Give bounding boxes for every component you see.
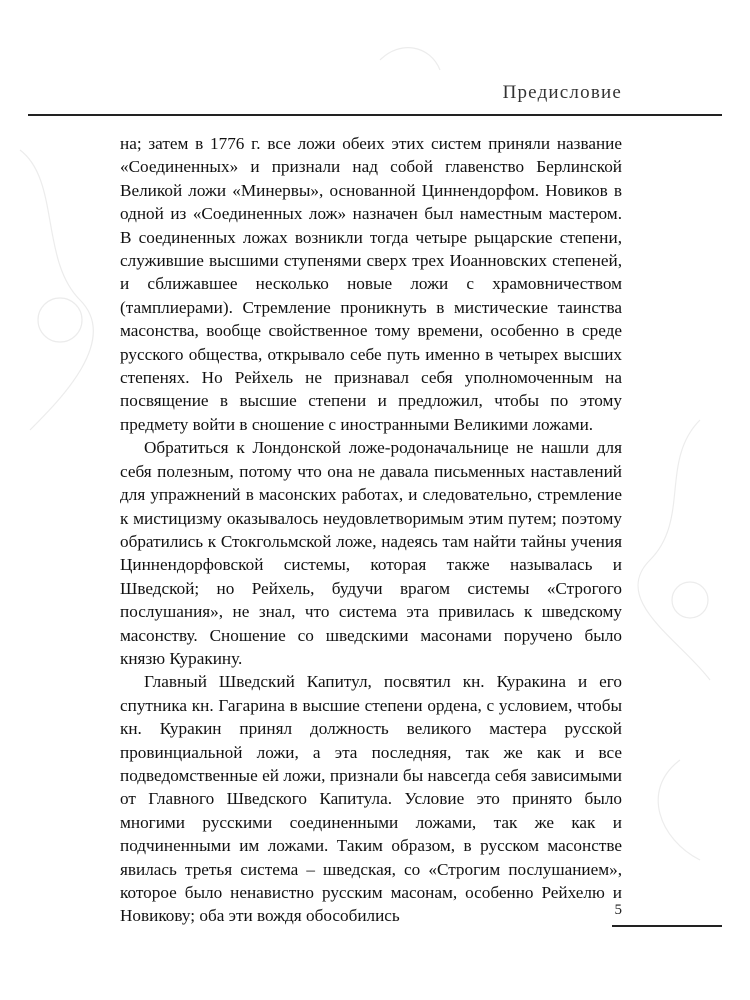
- body-text: [120, 132, 622, 928]
- header-rule: [28, 114, 722, 116]
- footer-rule: [612, 925, 722, 927]
- paragraph: на; затем в 1776 г. все ложи обеих этих систем приняли название «Соединенных» и признали над собой главенство Берлинской Великой ложи «Минервы», основанной Циннендорфом. Новиков в одной из «Соединенных лож» назначен был наместным мастером. В соединенных ложах возникли тогда четыре рыцарские степени, служившие высшими ступенями сверх трех Иоанновских степеней, и сближавшее несколько новые ложи с храмовничеством (тамплиерами). Стремление проникнуть в мистические таинства масонства, вообще свойственное тому времени, особенно в среде русского общества, открывало себе путь именно в четырех высших степенях. Но Рейхель не признавал себя уполномоченным на посвящение в высшие степени и предложил, чтобы по этому предмету войти в сношение с иностранными Великими ложами.: [120, 134, 622, 434]
- page-number: 5: [614, 902, 622, 918]
- paragraph: Обратиться к Лондонской ложе-родоначальнице не нашли для себя полезным, потому что она не давала письменных наставлений для упражнений в масонских работах, и следовательно, стремление к мистицизму оказывалось неудовлетворимым этим путем; поэтому обратились к Стокгольмской ложе, надеясь там найти тайны учения Циннендорфовской системы, которая также называлась и Шведской; но Рейхель, будучи врагом системы «Строгого послушания», не знал, что система эта привилась к шведскому масонству. Сношение со шведскими масонами поручено было князю Куракину.: [120, 438, 622, 668]
- paragraph: Главный Шведский Капитул, посвятил кн. Куракина и его спутника кн. Гагарина в высшие степени ордена, с условием, чтобы кн. Куракин принял должность великого мастера русской провинциальной ложи, а эта последняя, так же как и все подведомственные ей ложи, признали бы навсегда себя зависимыми от Главного Шведского Капитула. Условие это принято было многими русскими соединенными ложами, так же как и подчиненными им ложами. Таким образом, в русском масонстве явилась третья система – шведская, со «Строгим послушанием», которое было ненавистно русским масонам, особенно Рейхелю и Новикову; оба эти вождя обособились: [120, 672, 622, 926]
- running-header: Предисловие: [502, 82, 622, 103]
